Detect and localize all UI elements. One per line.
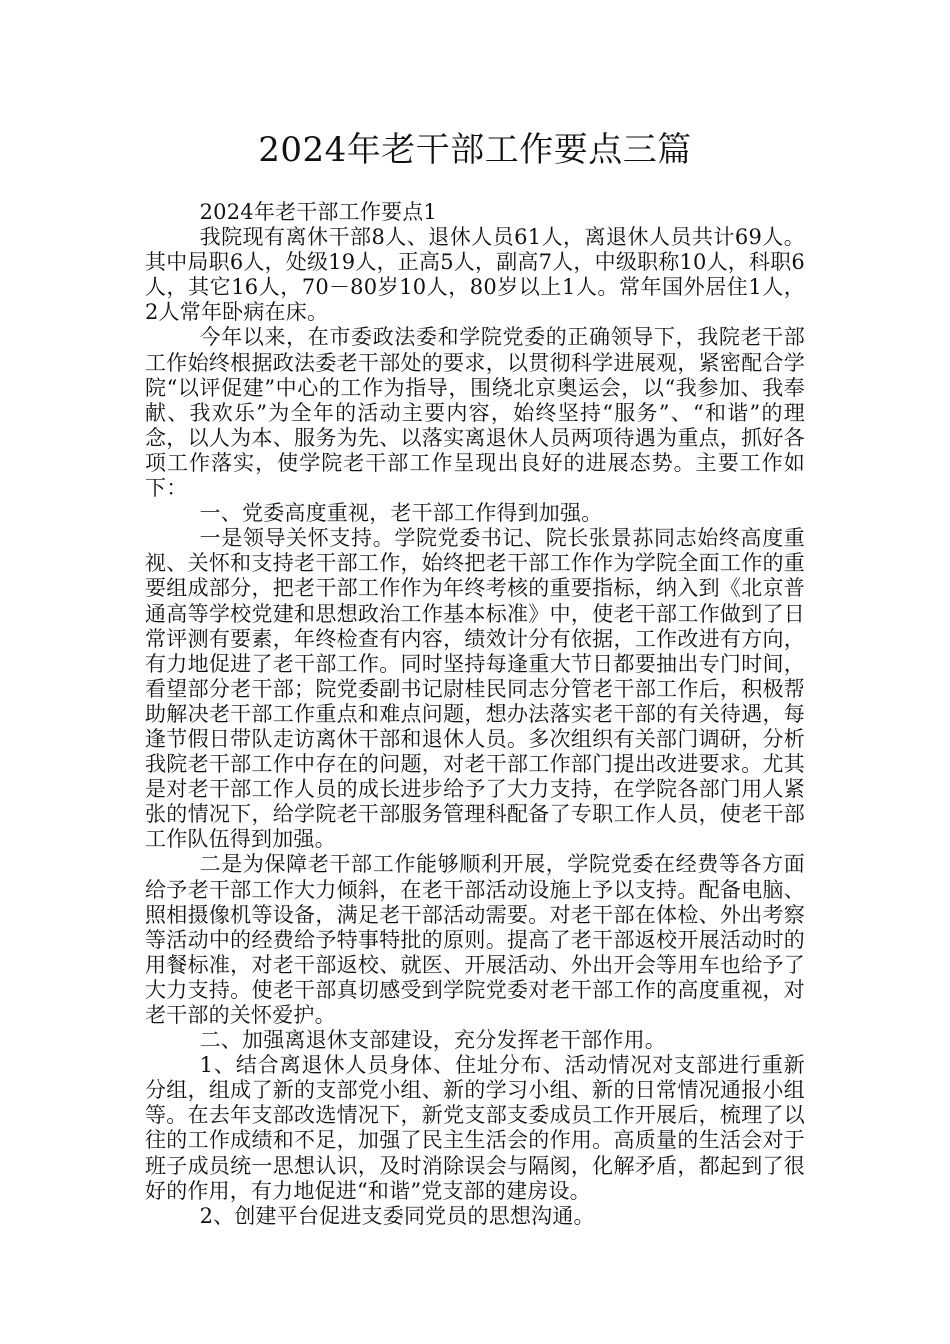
paragraph-funding-support: 二是为保障老干部工作能够顺利开展，学院党委在经费等各方面给予老干部工作大力倾斜，在老干部活动设施上予以支持。配备电脑、照相摄像机等设备，满足老干部活动需要。对老干部在体检、外出考察等活动中的经费给予特事特批的原则。提高了老干部返校开展活动时的用餐标准，对老干部返校、就医、开展活动、外出开会等用车也给予了大力支持。使老干部真切感受到学院党委对老干部工作的高度重视，对老干部的关怀爱护。	[145, 852, 805, 1027]
paragraph-staff-stats: 我院现有离休干部8人、退休人员61人，离退休人员共计69人。其中局职6人，处级19人，正高5人，副高7人，中级职称10人，科职6人，其它16人，70－80岁10人，80岁以上1人。常年国外居住1人，2人常年卧病在床。	[145, 225, 805, 325]
heading-section-two: 二、加强离退休支部建设，充分发挥老干部作用。	[199, 1028, 666, 1053]
heading-section-one: 一、党委高度重视，老干部工作得到加强。	[199, 501, 603, 526]
page-title: 2024年老干部工作要点三篇	[258, 130, 692, 170]
document-body	[145, 200, 805, 1229]
paragraph-leadership-support: 一是领导关怀支持。学院党委书记、院长张景荪同志始终高度重视、关怀和支持老干部工作，始终把老干部工作作为学院全面工作的重要组成部分，把老干部工作作为年终考核的重要指标，纳入到《北京普通高等学校党建和思想政治工作基本标准》中，使老干部工作做到了日常评测有要素，年终检查有内容，绩效计分有依据，工作改进有方向，有力地促进了老干部工作。同时坚持每逢重大节日都要抽出专门时间，看望部分老干部；院党委副书记尉桂民同志分管老干部工作后，积极帮助解决老干部工作重点和难点问题，想办法落实老干部的有关待遇，每逢节假日带队走访离休干部和退休人员。多次组织有关部门调研，分析我院老干部工作中存在的问题，对老干部工作部门提出改进要求。尤其是对老干部工作人员的成长进步给予了大力支持，在学院各部门用人紧张的情况下，给学院老干部服务管理科配备了专职工作人员，使老干部工作队伍得到加强。	[145, 526, 805, 852]
paragraph-branch-regrouping: 1、结合离退休人员身体、住址分布、活动情况对支部进行重新分组，组成了新的支部党小组、新的学习小组、新的日常情况通报小组等。在去年支部改选情况下，新党支部支委成员工作开展后，梳理了以往的工作成绩和不足，加强了民主生活会的作用。高质量的生活会对于班子成员统一思想认识，及时消除误会与隔阂，化解矛盾，都起到了很好的作用，有力地促进“和谐”党支部的建房设。	[145, 1053, 805, 1203]
paragraph-overview: 今年以来，在市委政法委和学院党委的正确领导下，我院老干部工作始终根据政法委老干部处的要求，以贯彻科学进展观，紧密配合学院“以评促建”中心的工作为指导，围绕北京奥运会，以“我参加、我奉献、我欢乐”为全年的活动主要内容，始终坚持“服务”、“和谐”的理念，以人为本、服务为先、以落实离退休人员两项待遇为重点，抓好各项工作落实，使学院老干部工作呈现出良好的进展态势。主要工作如下：	[145, 325, 805, 501]
paragraph-communication-platform: 2、创建平台促进支委同党员的思想沟通。	[199, 1203, 595, 1228]
section-subtitle: 2024年老干部工作要点1	[199, 200, 437, 224]
